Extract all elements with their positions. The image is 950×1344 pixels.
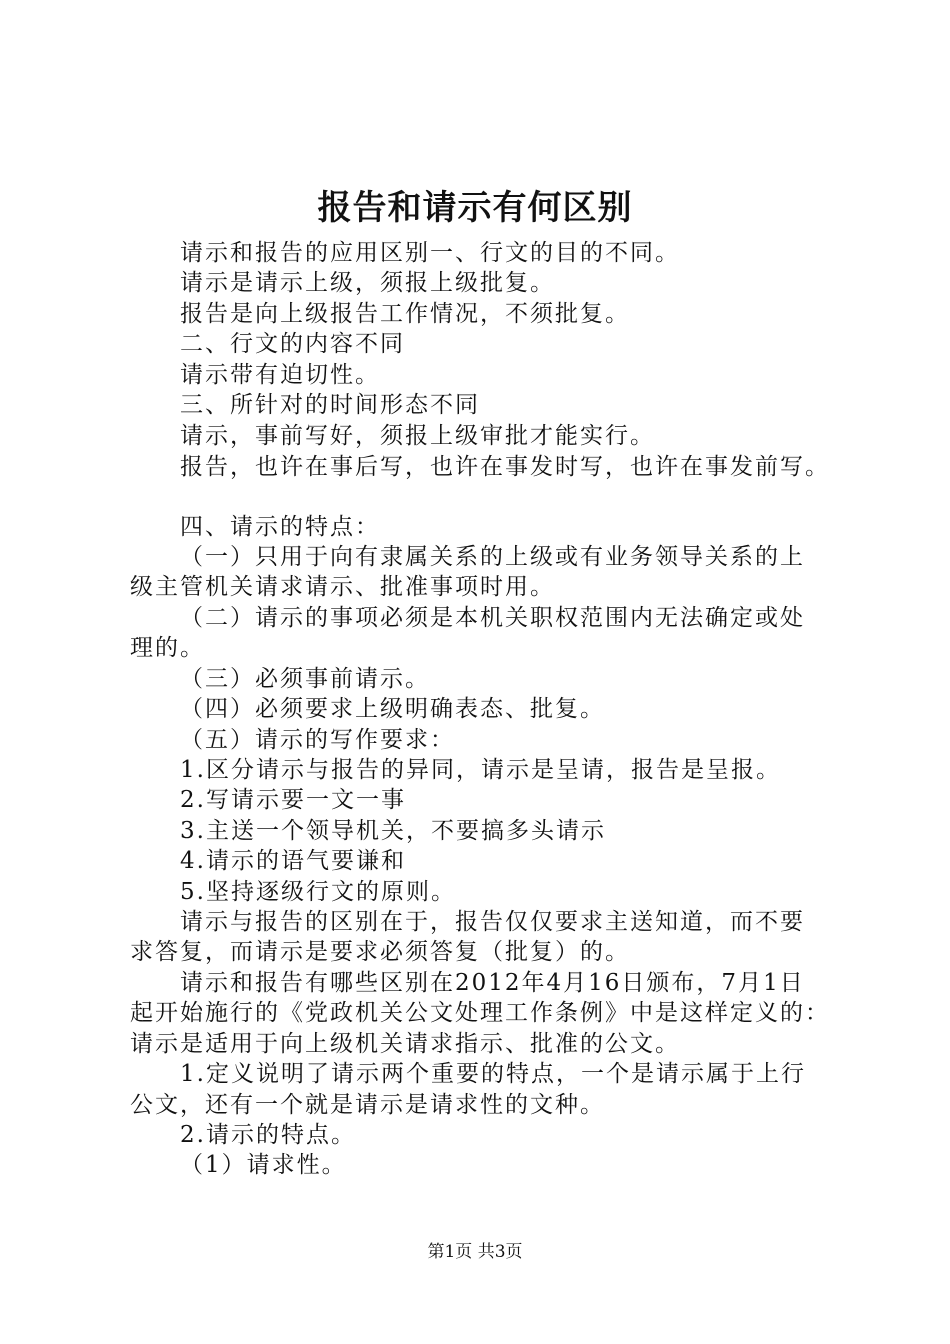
text-line: 1.区分请示与报告的异同，请示是呈请，报告是呈报。 — [180, 757, 781, 783]
text-line: （1）请求性。 — [180, 1152, 347, 1178]
text-line: 请示是请示上级，须报上级批复。 — [180, 270, 555, 296]
text-line: 报告是向上级报告工作情况，不须批复。 — [180, 301, 630, 327]
text-line: 三、所针对的时间形态不同 — [180, 392, 480, 418]
text-line: 2.写请示要一文一事 — [180, 787, 406, 813]
text-line: 请示与报告的区别在于，报告仅仅要求主送知道，而不要 — [180, 909, 805, 935]
text-line: 理的。 — [130, 635, 205, 661]
text-line: 请示和报告的应用区别一、行文的目的不同。 — [180, 240, 680, 266]
text-line: （一）只用于向有隶属关系的上级或有业务领导关系的上 — [180, 544, 805, 570]
text-line: 请示带有迫切性。 — [180, 362, 380, 388]
text-line: 4.请示的语气要谦和 — [180, 848, 406, 874]
text-line: 报告，也许在事后写，也许在事发时写，也许在事发前写。 — [180, 454, 830, 480]
text-line: 公文，还有一个就是请示是请求性的文种。 — [130, 1092, 605, 1118]
text-line: 二、行文的内容不同 — [180, 331, 405, 357]
page-footer: 第1页 共3页 — [427, 1242, 523, 1262]
text-line: （五）请示的写作要求： — [180, 727, 455, 753]
text-line: （三）必须事前请示。 — [180, 666, 430, 692]
text-line: （二）请示的事项必须是本机关职权范围内无法确定或处 — [180, 605, 805, 631]
document-title: 报告和请示有何区别 — [317, 188, 633, 228]
text-line: 四、请示的特点： — [180, 514, 380, 540]
text-line: 请示是适用于向上级机关请求指示、批准的公文。 — [130, 1031, 680, 1057]
text-line: （四）必须要求上级明确表态、批复。 — [180, 696, 605, 722]
text-line: 2.请示的特点。 — [180, 1122, 356, 1148]
text-line: 5.坚持逐级行文的原则。 — [180, 879, 456, 905]
text-line: 3.主送一个领导机关，不要搞多头请示 — [180, 818, 606, 844]
text-line: 请示和报告有哪些区别在2012年4月16日颁布，7月1日 — [180, 970, 805, 996]
text-line: 级主管机关请求请示、批准事项时用。 — [130, 574, 555, 600]
text-line: 请示，事前写好，须报上级审批才能实行。 — [180, 423, 655, 449]
text-line: 1.定义说明了请示两个重要的特点，一个是请示属于上行 — [180, 1061, 806, 1087]
text-line: 求答复，而请示是要求必须答复（批复）的。 — [130, 939, 630, 965]
text-line: 起开始施行的《党政机关公文处理工作条例》中是这样定义的： — [130, 1000, 830, 1026]
